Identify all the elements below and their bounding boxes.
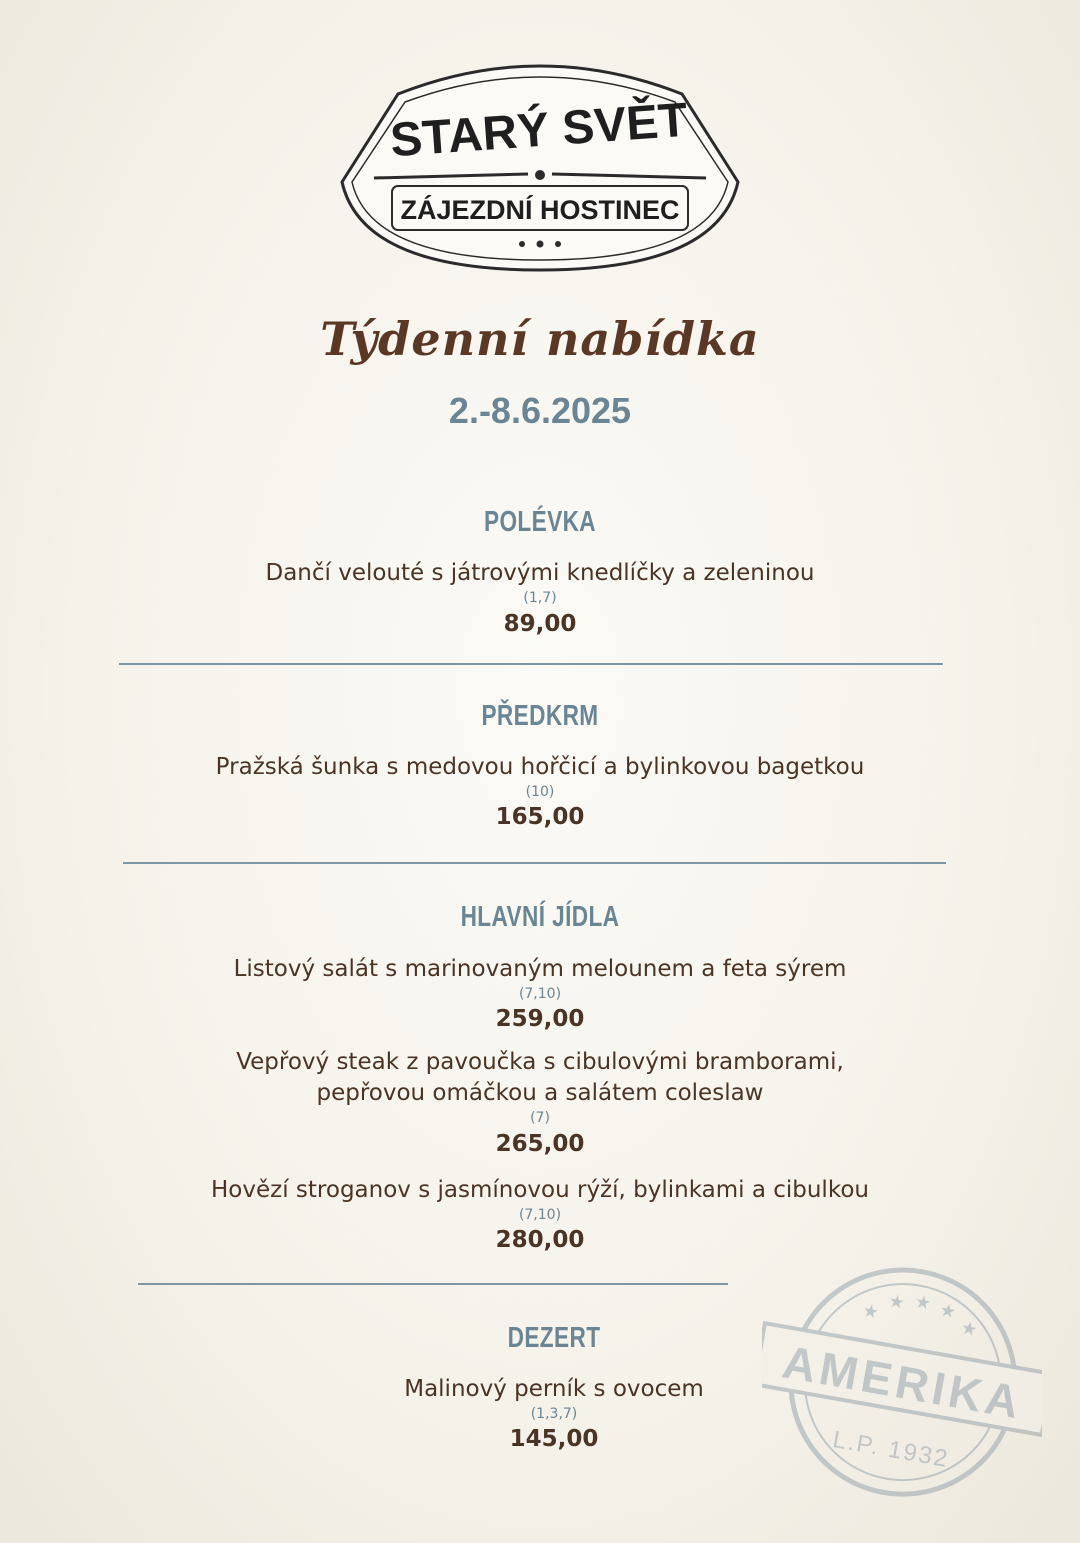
divider (138, 1283, 728, 1285)
dish-price: 145,00 (509, 1426, 599, 1452)
date-range: 2.-8.6.2025 (448, 390, 632, 431)
dish-allergens: (7,10) (518, 986, 562, 1002)
divider (119, 663, 943, 665)
dish-price: 280,00 (495, 1227, 585, 1253)
stamp-year: L.P. 1932 (830, 1426, 952, 1474)
dish-allergens: (7,10) (518, 1207, 562, 1223)
dish-name-line1: Vepřový steak z pavoučka s cibulovými bramborami, (236, 1049, 844, 1075)
svg-text:★: ★ (860, 1300, 881, 1324)
dish-price: 265,00 (495, 1131, 585, 1157)
amerika-stamp (762, 1262, 1042, 1512)
svg-text:★: ★ (913, 1291, 933, 1315)
dish-allergens: (1,7) (523, 590, 557, 606)
logo-subtitle: ZÁJEZDNÍ HOSTINEC (400, 195, 680, 225)
svg-text:★: ★ (959, 1317, 979, 1342)
dish-name: Pražská šunka s medovou hořčicí a bylinkovou bagetkou (215, 754, 865, 780)
stamp-text: AMERIKA (778, 1335, 1027, 1429)
dish-price: 89,00 (503, 611, 577, 637)
dish-name-line2: pepřovou omáčkou a salátem coleslaw (316, 1080, 764, 1106)
section-title-starter: PŘEDKRM (481, 700, 599, 732)
section-title-soup: POLÉVKA (483, 506, 597, 538)
svg-text:★: ★ (938, 1299, 958, 1324)
section-title-dessert: DEZERT (507, 1322, 601, 1354)
logo-name: STARÝ SVĚT (388, 93, 690, 168)
dish-price: 259,00 (495, 1006, 585, 1032)
section-title-mains: HLAVNÍ JÍDLA (460, 901, 620, 933)
svg-text:★: ★ (886, 1290, 907, 1315)
dish-allergens: (10) (525, 784, 555, 800)
divider (123, 862, 946, 864)
dish-name: Dančí velouté s játrovými knedlíčky a zeleninou (265, 560, 815, 586)
dish-price: 165,00 (495, 804, 585, 830)
dish-allergens: (1,3,7) (530, 1406, 578, 1422)
page-title: Týdenní nabídka (320, 312, 760, 366)
restaurant-logo (338, 58, 742, 274)
dish-name: Malinový perník s ovocem (404, 1376, 704, 1402)
dish-allergens: (7) (530, 1110, 550, 1126)
dish-name: Hovězí stroganov s jasmínovou rýží, bylinkami a cibulkou (211, 1177, 869, 1203)
dish-name: Listový salát s marinovaným melounem a feta sýrem (233, 956, 847, 982)
